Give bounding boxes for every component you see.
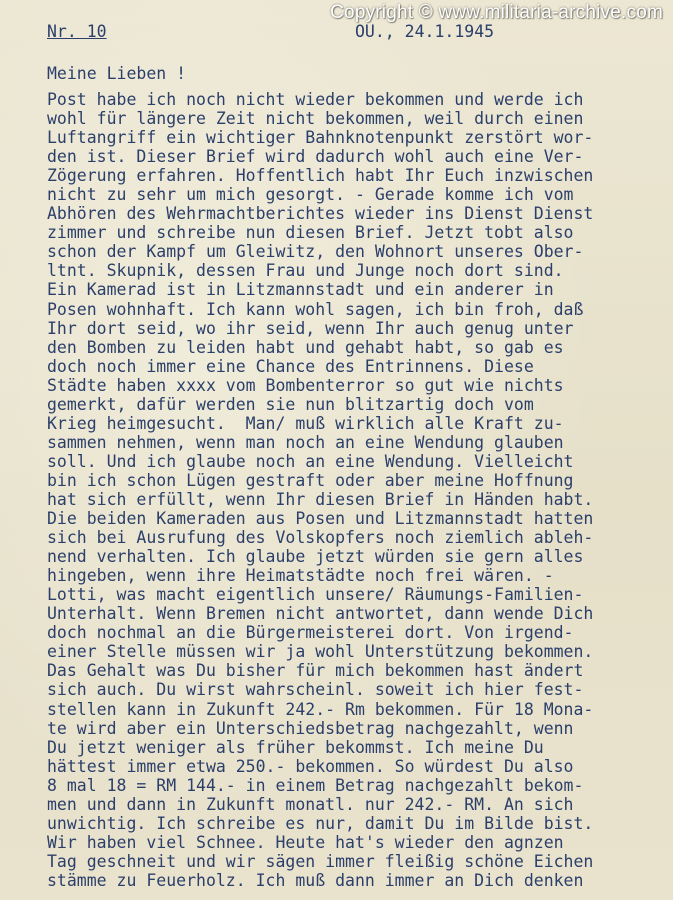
letter-line: Die beiden Kameraden aus Posen und Litzmannstadt hatten [47, 509, 594, 529]
letter-line: ltnt. Skupnik, dessen Frau und Junge noch dort sind. [47, 261, 564, 281]
letter-line: nend verhalten. Ich glaube jetzt würden sie gern alles [47, 547, 584, 567]
letter-line: sich bei Ausrufung des Volskopfers noch ziemlich ableh- [47, 528, 594, 548]
letter-line: Tag geschneit und wir sägen immer fleißig schöne Eichen [47, 851, 594, 871]
letter-line: hat sich erfüllt, wenn Ihr diesen Brief in Händen habt. [47, 489, 594, 509]
letter-line: doch nochmal an die Bürgermeisterei dort. Von irgend- [47, 623, 574, 643]
letter-line: Abhören des Wehrmachtberichtes wieder ins Dienst Dienst [47, 204, 594, 224]
letter-line: Ihr dort seid, wo ihr seid, wenn Ihr auch genug unter [47, 318, 574, 338]
letter-line: unwichtig. Ich schreibe es nur, damit Du im Bilde bist. [47, 813, 594, 833]
letter-line: Ein Kamerad ist in Litzmannstadt und ein anderer in [47, 280, 554, 300]
letter-line: Das Gehalt was Du bisher für mich bekommen hast ändert [47, 661, 584, 681]
letter-place-date: OU., 24.1.1945 [355, 22, 495, 41]
letter-line: te wird aber ein Unterschiedsbetrag nachgezahlt, wenn [47, 718, 574, 738]
letter-body [47, 90, 673, 890]
letter-line: bin ich schon Lügen gestraft oder aber meine Hoffnung [47, 470, 574, 490]
letter-line: Zögerung erfahren. Hoffentlich habt Ihr Euch inzwischen [47, 166, 594, 186]
letter-line: stämme zu Feuerholz. Ich muß dann immer an Dich denken [47, 870, 584, 890]
letter-line: Krieg heimgesucht. Man/ muß wirklich alle Kraft zu- [47, 413, 564, 433]
copyright-watermark: Copyright © www.militaria-archive.com [330, 2, 663, 23]
letter-line: soll. Und ich glaube noch an eine Wendung. Vielleicht [47, 451, 574, 471]
letter-line: Wir haben viel Schnee. Heute hat's wieder den agnzen [47, 832, 564, 852]
letter-line: einer Stelle müssen wir ja wohl Unterstützung bekommen. [47, 642, 594, 662]
letter-line: men und dann in Zukunft monatl. nur 242.- RM. An sich [47, 794, 574, 814]
letter-line: zimmer und schreibe nun diesen Brief. Jetzt tobt also [47, 223, 574, 243]
letter-line: stellen kann in Zukunft 242.- Rm bekommen. Für 18 Mona- [47, 699, 594, 719]
letter-line: Posen wohnhaft. Ich kann wohl sagen, ich bin froh, daß [47, 299, 584, 319]
letter-line: sammen nehmen, wenn man noch an eine Wendung glauben [47, 432, 564, 452]
letter-line: doch noch immer eine Chance des Entrinnens. Diese [47, 356, 534, 376]
letter-line: Unterhalt. Wenn Bremen nicht antwortet, dann wende Dich [47, 604, 594, 624]
letter-line: Luftangriff ein wichtiger Bahnknotenpunkt zerstört wor- [47, 128, 594, 148]
letter-line: sich auch. Du wirst wahrscheinl. soweit ich hier fest- [47, 680, 584, 700]
letter-line: 8 mal 18 = RM 144.- in einem Betrag nachgezahlt bekom- [47, 775, 584, 795]
letter-line: den Bomben zu leiden habt und gehabt habt, so gab es [47, 337, 564, 357]
letter-number: Nr. 10 [47, 22, 107, 41]
letter-line: gemerkt, dafür werden sie nun blitzartig doch vom [47, 394, 534, 414]
letter-line: den ist. Dieser Brief wird dadurch wohl auch eine Ver- [47, 147, 584, 167]
letter-line: wohl für längere Zeit nicht bekommen, weil durch einen [47, 109, 584, 129]
letter-line: Du jetzt weniger als früher bekommst. Ich meine Du [47, 737, 544, 757]
letter-line: schon der Kampf um Gleiwitz, den Wohnort unseres Ober- [47, 242, 584, 262]
letter-line: nicht zu sehr um mich gesorgt. - Gerade komme ich vom [47, 185, 574, 205]
letter-line: hättest immer etwa 250.- bekommen. So würdest Du also [47, 756, 574, 776]
letter-line: Städte haben xxxx vom Bombenterror so gut wie nichts [47, 375, 564, 395]
letter-line: Lotti, was macht eigentlich unsere/ Räumungs-Familien- [47, 585, 584, 605]
letter-line: hingeben, wenn ihre Heimatstädte noch frei wären. - [47, 566, 554, 586]
letter-salutation: Meine Lieben ! [47, 64, 187, 83]
letter-line: Post habe ich noch nicht wieder bekommen und werde ich [47, 90, 584, 109]
